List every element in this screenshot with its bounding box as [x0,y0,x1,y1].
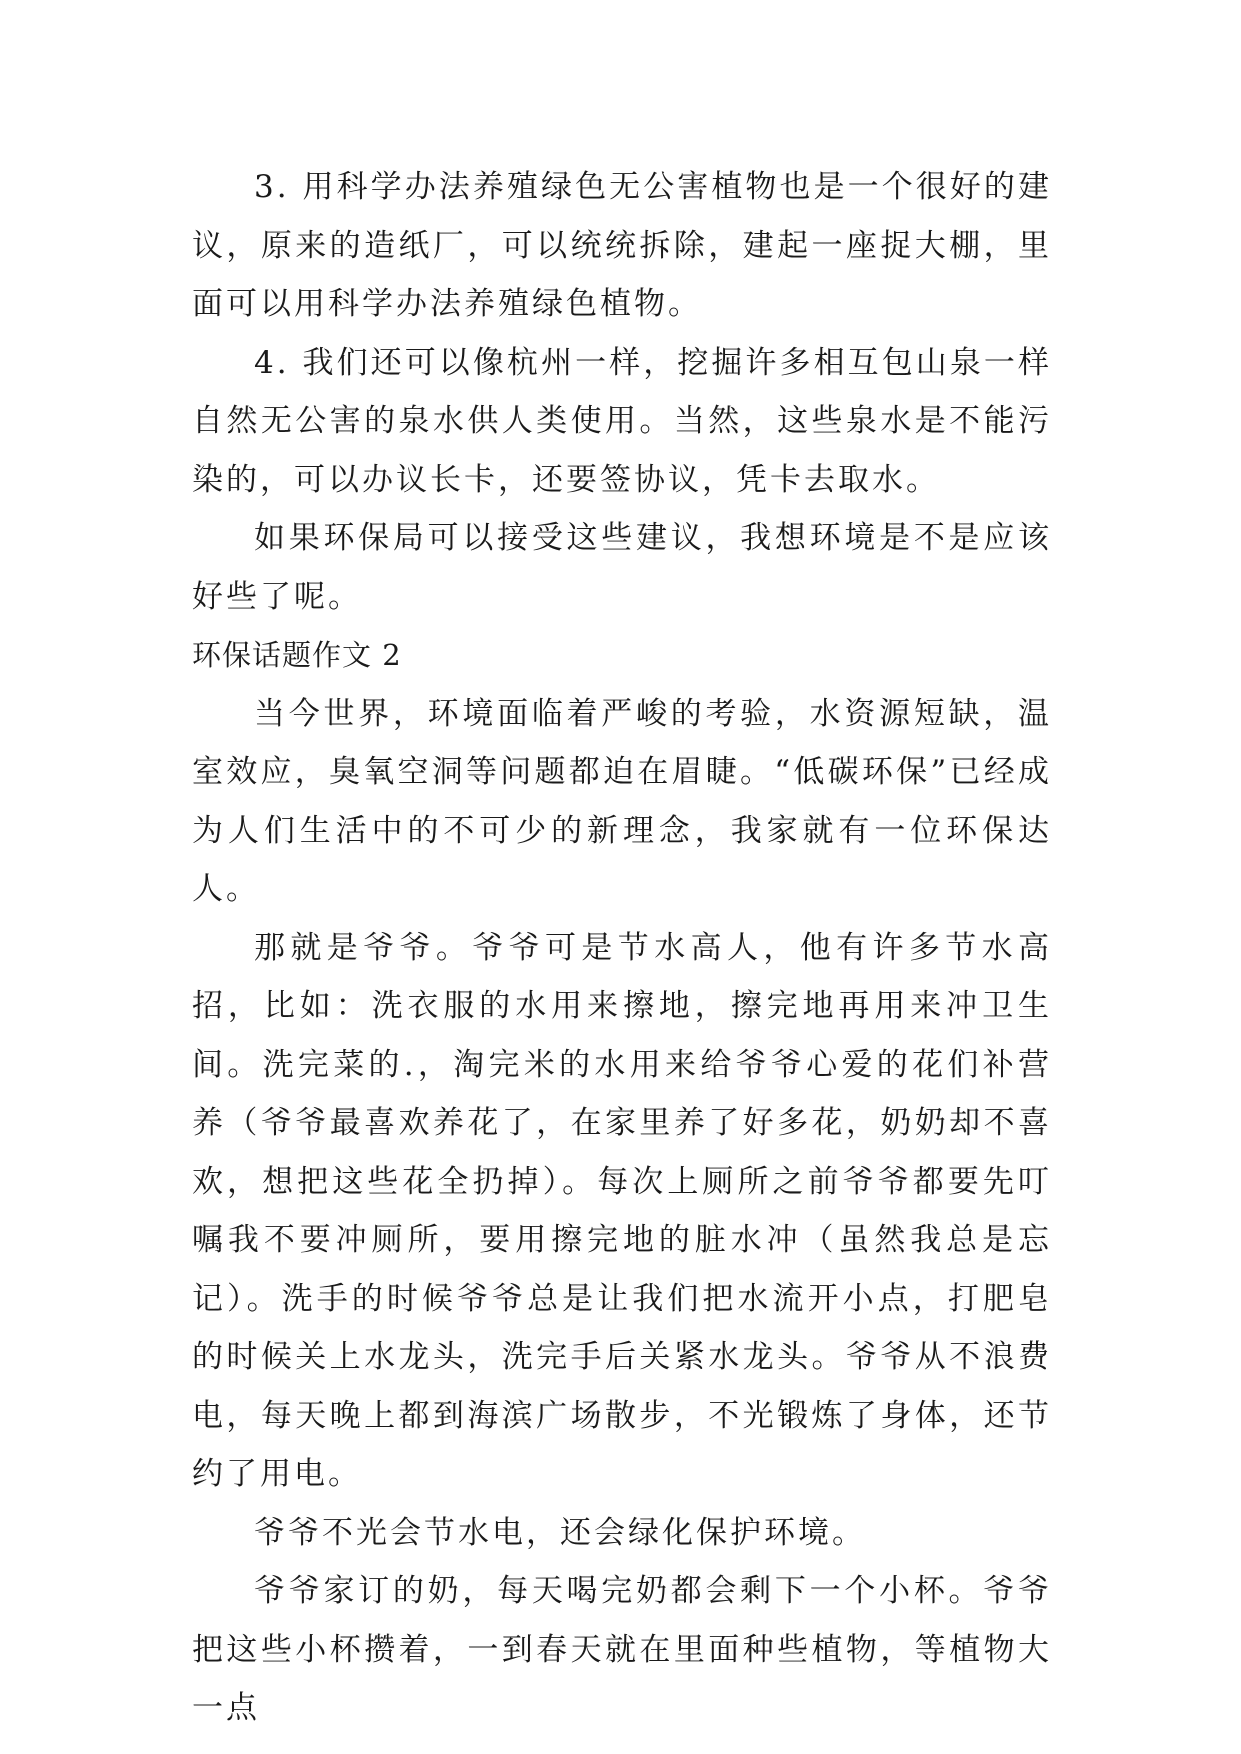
paragraph-intro: 当今世界，环境面临着严峻的考验，水资源短缺，温室效应，臭氧空洞等问题都迫在眉睫。“低碳环保”已经成为人们生活中的不可少的新理念，我家就有一位环保达人。 [192,695,1052,907]
paragraph-grandpa-water: 那就是爷爷。爷爷可是节水高人，他有许多节水高招，比如：洗衣服的水用来擦地，擦完地再用来冲卫生间。洗完菜的.，淘完米的水用来给爷爷心爱的花们补营养（爷爷最喜欢养花了，在家里养了好多花，奶奶却不喜欢，想把这些花全扔掉）。每次上厕所之前爷爷都要先叮嘱我不要冲厕所，要用擦完地的脏水冲（虽然我总是忘记）。洗手的时候爷爷总是让我们把水流开小点，打肥皂的时候关上水龙头，洗完手后关紧水龙头。爷爷从不浪费电，每天晚上都到海滨广场散步，不光锻炼了身体，还节约了用电。 [192,929,1052,1492]
document-body [192,158,1052,1738]
paragraph-grandpa-green: 爷爷不光会节水电，还会绿化保护环境。 [254,1514,866,1551]
essay-heading: 环保话题作文 2 [192,638,402,672]
paragraph-suggestion-4: 4. 我们还可以像杭州一样，挖掘许多相互包山泉一样自然无公害的泉水供人类使用。当然，这些泉水是不能污染的，可以办议长卡，还要签协议，凭卡去取水。 [192,344,1052,498]
paragraph-suggestion-3: 3. 用科学办法养殖绿色无公害植物也是一个很好的建议，原来的造纸厂，可以统统拆除，建起一座捉大棚，里面可以用科学办法养殖绿色植物。 [192,169,1052,322]
paragraph-milk-cups: 爷爷家订的奶，每天喝完奶都会剩下一个小杯。爷爷把这些小杯攒着，一到春天就在里面种些植物，等植物大一点 [192,1573,1052,1726]
paragraph-conclusion: 如果环保局可以接受这些建议，我想环境是不是应该好些了呢。 [192,520,1052,615]
